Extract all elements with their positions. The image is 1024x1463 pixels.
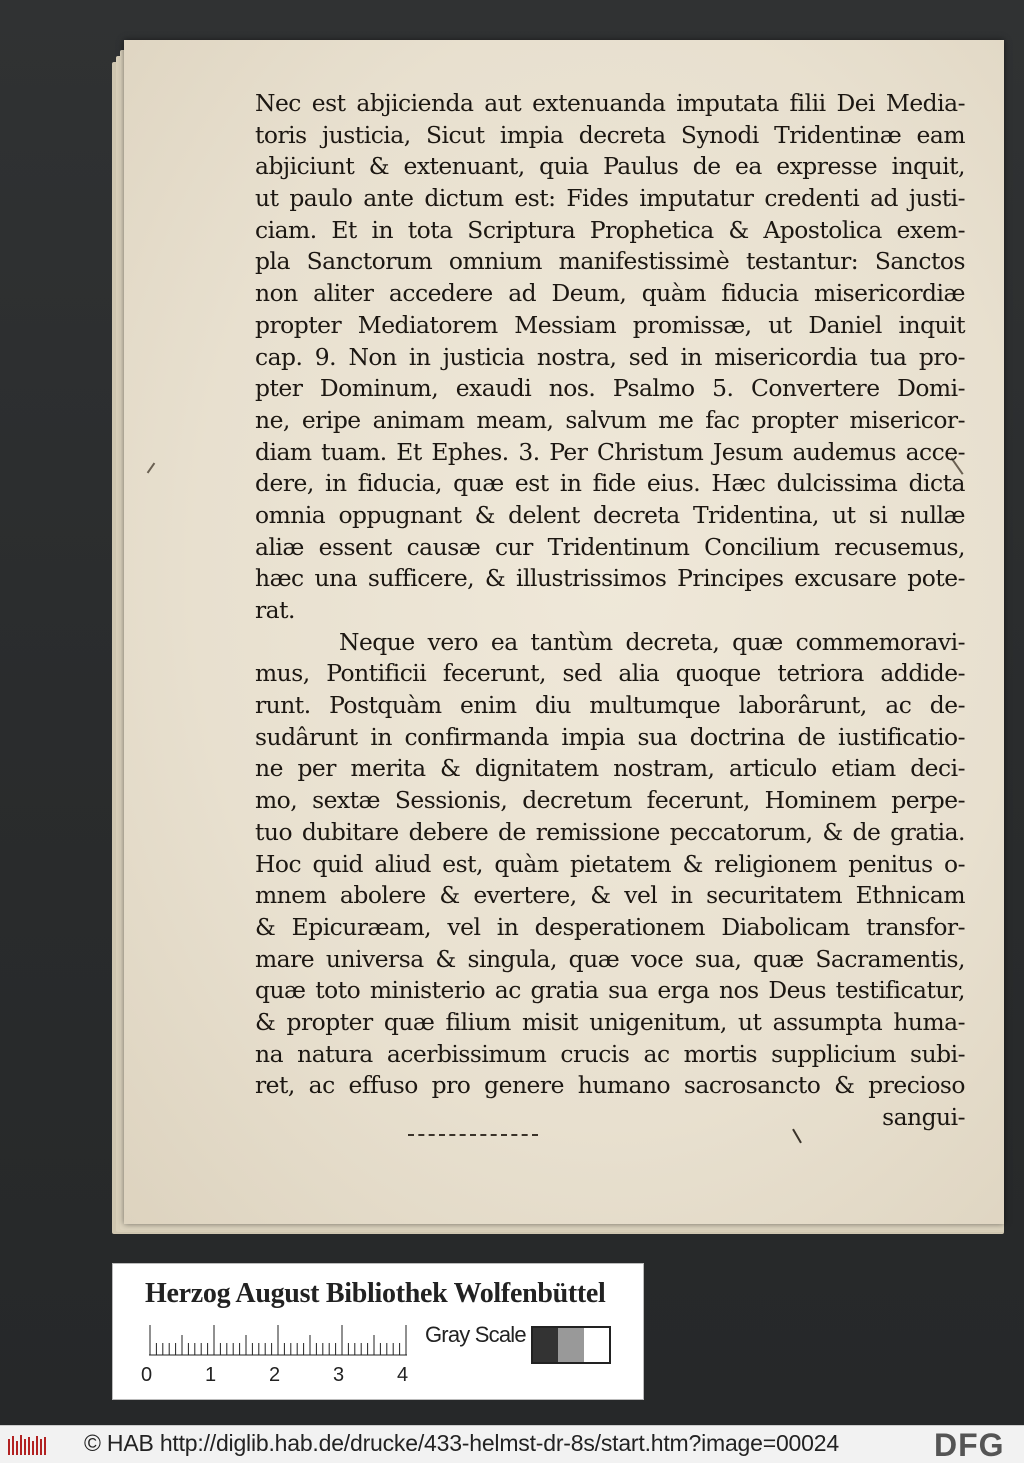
text-line: cap. 9. Non in justicia nostra, sed in misericordia tua pro- xyxy=(255,342,965,371)
text-line: na natura acerbissimum crucis ac mortis supplicium subi- xyxy=(255,1039,965,1068)
text-line: ciam. Et in tota Scriptura Prophetica & Apostolica exem- xyxy=(255,215,965,244)
text-line: pter Dominum, exaudi nos. Psalmo 5. Convertere Domi- xyxy=(255,374,965,403)
text-line: ne, eripe animam meam, salvum me fac propter misericor- xyxy=(255,405,965,434)
document-text xyxy=(255,88,965,1134)
printer-ornament-rule xyxy=(408,1134,538,1136)
text-line: dere, in fiducia, quæ est in fide eius. Hæc dulcissima dicta xyxy=(255,469,965,498)
text-line: abjiciunt & extenuant, quia Paulus de ea expresse inquit, xyxy=(255,152,965,181)
ruler-number: 2 xyxy=(269,1364,281,1386)
text-line: mus, Pontificii fecerunt, sed alia quoque tetriora addide- xyxy=(255,659,965,688)
ruler-number: 1 xyxy=(205,1364,217,1386)
text-line: & Epicuræam, vel in desperationem Diabolicam transfor- xyxy=(255,912,965,941)
text-line: quæ toto ministerio ac gratia sua erga nos Deus testificatur, xyxy=(255,976,965,1005)
copyright-url[interactable]: © HAB http://diglib.hab.de/drucke/433-helmst-dr-8s/start.htm?image=00024 xyxy=(84,1430,839,1456)
ruler-number: 3 xyxy=(333,1364,345,1386)
text-line: Hoc quid aliud est, quàm pietatem & religionem penitus o- xyxy=(255,849,965,878)
ruler-number: 4 xyxy=(397,1364,409,1386)
ruler-ticks xyxy=(149,1324,407,1356)
gray-swatch-dark xyxy=(533,1328,558,1362)
text-line: omnia oppugnant & delent decreta Tridentina, ut si nullæ xyxy=(255,500,965,529)
text-line: mnem abolere & evertere, & vel in securitatem Ethnicam xyxy=(255,881,965,910)
text-line: ne per merita & dignitatem nostram, articulo etiam deci- xyxy=(255,754,965,783)
text-line: hæc una sufficere, & illustrissimos Principes excusare pote- xyxy=(255,564,965,593)
hab-logo-icon xyxy=(6,1433,48,1459)
text-line: ut paulo ante dictum est: Fides imputatur credenti ad justi- xyxy=(255,184,965,213)
library-name: Herzog August Bibliothek Wolfenbüttel xyxy=(145,1278,606,1309)
text-line: & propter quæ filium misit unigenitum, ut assumpta huma- xyxy=(255,1007,965,1036)
text-line: pla Sanctorum omnium manifestissimè testantur: Sanctos xyxy=(255,247,965,276)
catchword: sangui- xyxy=(882,1103,965,1131)
gray-swatch-light xyxy=(584,1328,609,1362)
text-line: non aliter accedere ad Deum, quàm fiducia misericordiæ xyxy=(255,279,965,308)
library-scale-card xyxy=(112,1263,644,1400)
text-line: aliæ essent causæ cur Tridentinum Concilium recusemus, xyxy=(255,532,965,561)
text-line: rat. xyxy=(255,596,295,624)
text-line: Nec est abjicienda aut extenuanda imputata filii Dei Media- xyxy=(255,89,965,117)
text-line: sudârunt in confirmanda impia sua doctrina de iustificatio- xyxy=(255,722,965,751)
dfg-logo: DFG xyxy=(934,1427,1005,1463)
text-line: tuo dubitare debere de remissione peccatorum, & de gratia. xyxy=(255,817,965,846)
grayscale-swatches xyxy=(531,1326,611,1364)
text-line: mare universa & singula, quæ voce sua, quæ Sacramentis, xyxy=(255,944,965,973)
paragraph-first-line: Neque vero ea tantùm decreta, quæ commemoravi- xyxy=(339,627,965,656)
text-line: runt. Postquàm enim diu multumque laborârunt, ac de- xyxy=(255,691,965,720)
grayscale-label: Gray Scale xyxy=(425,1322,526,1347)
gray-swatch-mid xyxy=(558,1328,583,1362)
text-line: propter Mediatorem Messiam promissæ, ut Daniel inquit xyxy=(255,310,965,339)
text-line: toris justicia, Sicut impia decreta Synodi Tridentinæ eam xyxy=(255,120,965,149)
footer-bar xyxy=(0,1425,1024,1463)
text-line: ret, ac effuso pro genere humano sacrosancto & precioso xyxy=(255,1071,965,1100)
ruler-number: 0 xyxy=(141,1364,153,1386)
text-line: mo, sextæ Sessionis, decretum fecerunt, Hominem perpe- xyxy=(255,786,965,815)
text-line: diam tuam. Et Ephes. 3. Per Christum Jesum audemus acce- xyxy=(255,437,965,466)
ruler-scale xyxy=(149,1324,407,1356)
